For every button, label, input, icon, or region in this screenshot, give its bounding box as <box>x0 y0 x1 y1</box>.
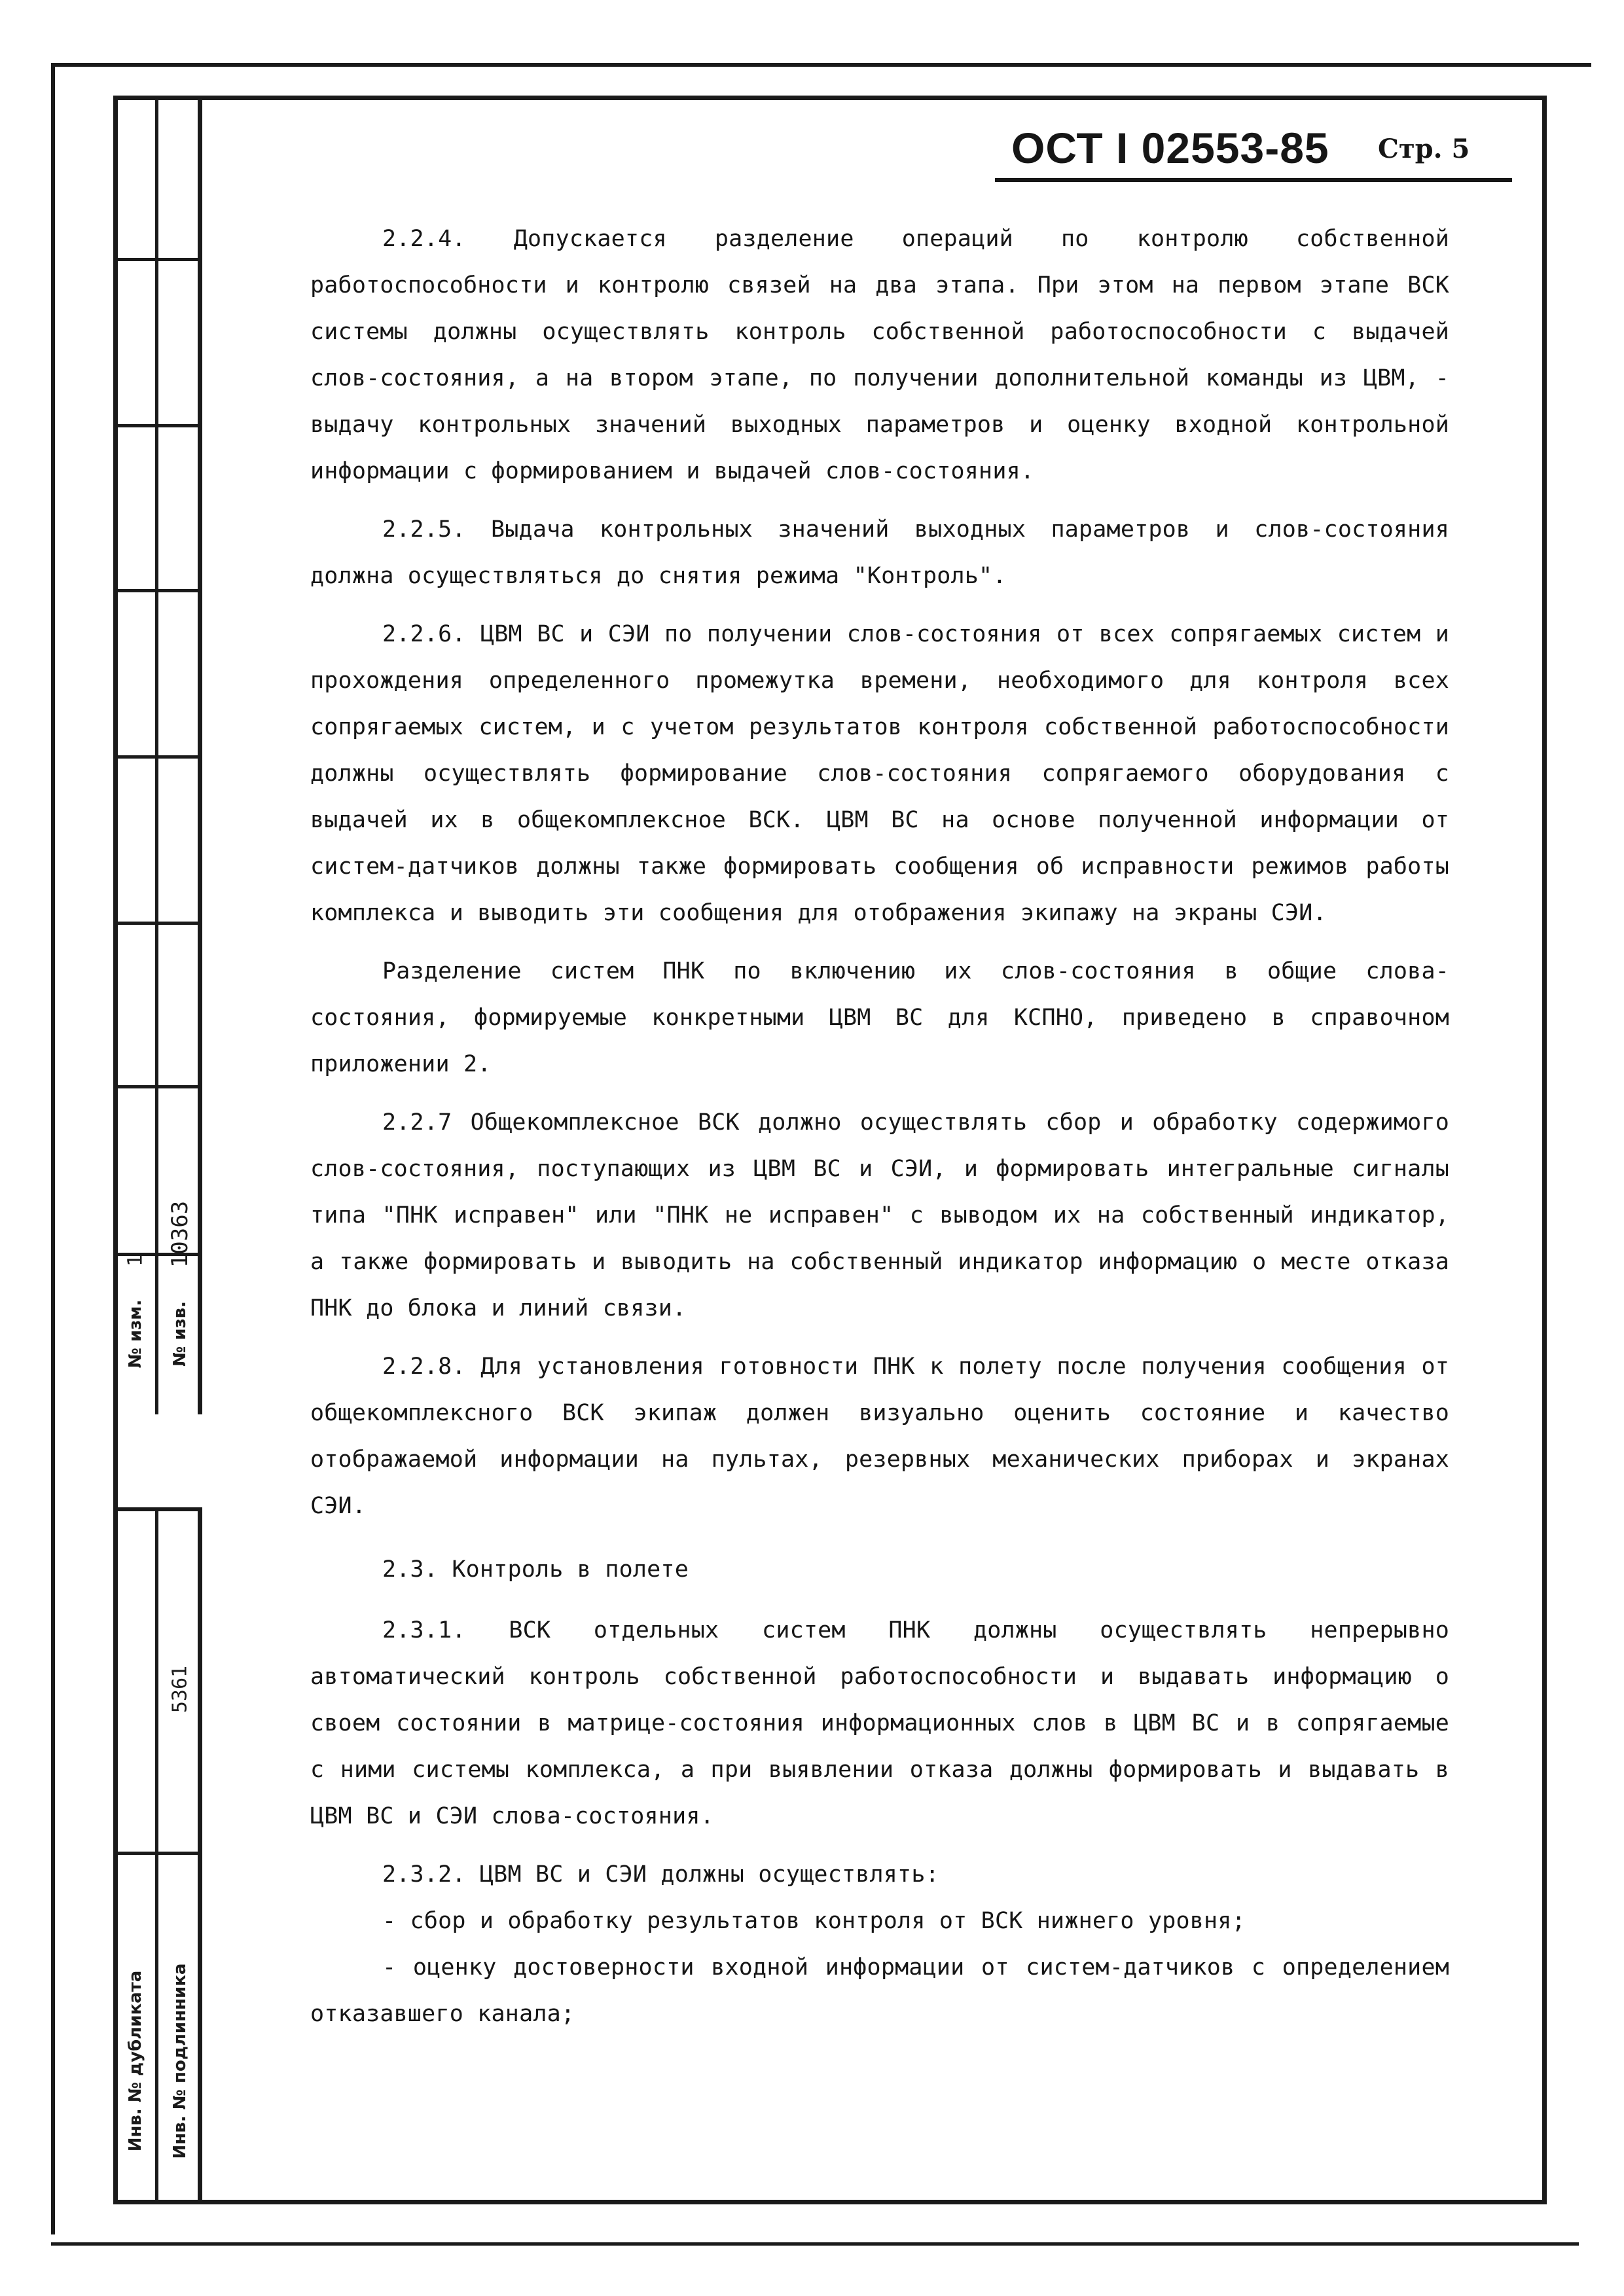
paragraph-2-3-2: 2.3.2. ЦВМ ВС и СЭИ должны осуществлять: <box>382 1861 939 1888</box>
document-body <box>310 216 1449 2037</box>
section-heading-2-3: 2.3. Контроль в полете <box>382 1556 689 1583</box>
inv-orig-label: Инв. № подлинника <box>170 1963 190 2159</box>
izm-value: 1 <box>124 1254 147 1267</box>
paragraph-2-2-6: 2.2.6. ЦВМ ВС и СЭИ по получении слов-состояния от всех сопрягаемых систем и прохождения определенного промежутка времени, необходимого для контроля всех сопрягаемых систем, и с учетом результатов контроля собственной работоспособности должны осуществлять формирование слов-состояния сопрягаемого оборудования с выдачей их в общекомплексное ВСК. ЦВМ ВС на основе полученной информации от систем-датчиков должны также формировать сообщения об исправности режимов работы комплекса и выводить эти сообщения для отображения экипажу на экраны СЭИ. <box>310 621 1449 926</box>
izv-value: 10363 <box>167 1200 193 1268</box>
header-underline <box>995 178 1512 182</box>
paragraph-2-2-4: 2.2.4. Допускается разделение операций по контролю собственной работоспособности и контролю связей на два этапа. При этом на первом этапе ВСК системы должны осуществлять контроль собственной работоспособности с выдачей слов-состояния, а на втором этапе, по получении дополнительной команды из ЦВМ, - выдачу контрольных значений выходных параметров и оценку входной контрольной информации с формированием и выдачей слов-состояния. <box>310 226 1449 484</box>
document-code: ОСТ I 02553-85 <box>1011 124 1329 172</box>
revision-strip <box>113 96 202 1414</box>
inv-orig-value: 5361 <box>168 1665 192 1713</box>
inventory-strip <box>113 1507 202 2204</box>
paragraph-2-3-1: 2.3.1. ВСК отдельных систем ПНК должны осуществлять непрерывно автоматический контроль собственной работоспособности и выдавать информацию о своем состоянии в матрице-состояния информационных слов в ЦВМ ВС и в сопрягаемые с ними системы комплекса, а при выявлении отказа должны формировать и выдавать в ЦВМ ВС и СЭИ слова-состояния. <box>310 1617 1449 1829</box>
page-header <box>992 123 1515 182</box>
izm-label: № изм. <box>126 1299 145 1369</box>
paragraph-2-2-7: 2.2.7 Общекомплексное ВСК должно осуществлять сбор и обработку содержимого слов-состояния, поступающих из ЦВМ ВС и СЭИ, и формировать интегральные сигналы типа "ПНК исправен" или "ПНК не исправен" с выводом их на собственный индикатор, а также формировать и выводить на собственный индикатор информацию о месте отказа ПНК до блока и линий связи. <box>310 1109 1449 1321</box>
bottom-rule <box>51 2242 1579 2246</box>
paragraph-2-2-8: 2.2.8. Для установления готовности ПНК к полету после получения сообщения от общекомплексного ВСК экипаж должен визуально оценить состояние и качество отображаемой информации на пультах, резервных механических приборах и экранах СЭИ. <box>310 1354 1449 1519</box>
page-number: Стр. 5 <box>1378 134 1470 164</box>
paragraph-2-2-6-appendix: Разделение систем ПНК по включению их слов-состояния в общие слова-состояния, формируемые конкретными ЦВМ ВС для КСПНО, приведено в справочном приложении 2. <box>310 958 1449 1077</box>
list-item: - оценку достоверности входной информации от систем-датчиков с определением отказавшего канала; <box>310 1954 1449 2027</box>
izv-label: № изв. <box>170 1301 190 1367</box>
paragraph-2-2-5: 2.2.5. Выдача контрольных значений выходных параметров и слов-состояния должна осуществляться до снятия режима "Контроль". <box>310 516 1449 589</box>
inv-dup-label: Инв. № дубликата <box>126 1970 145 2152</box>
list-item: - сбор и обработку результатов контроля от ВСК нижнего уровня; <box>382 1908 1246 1934</box>
